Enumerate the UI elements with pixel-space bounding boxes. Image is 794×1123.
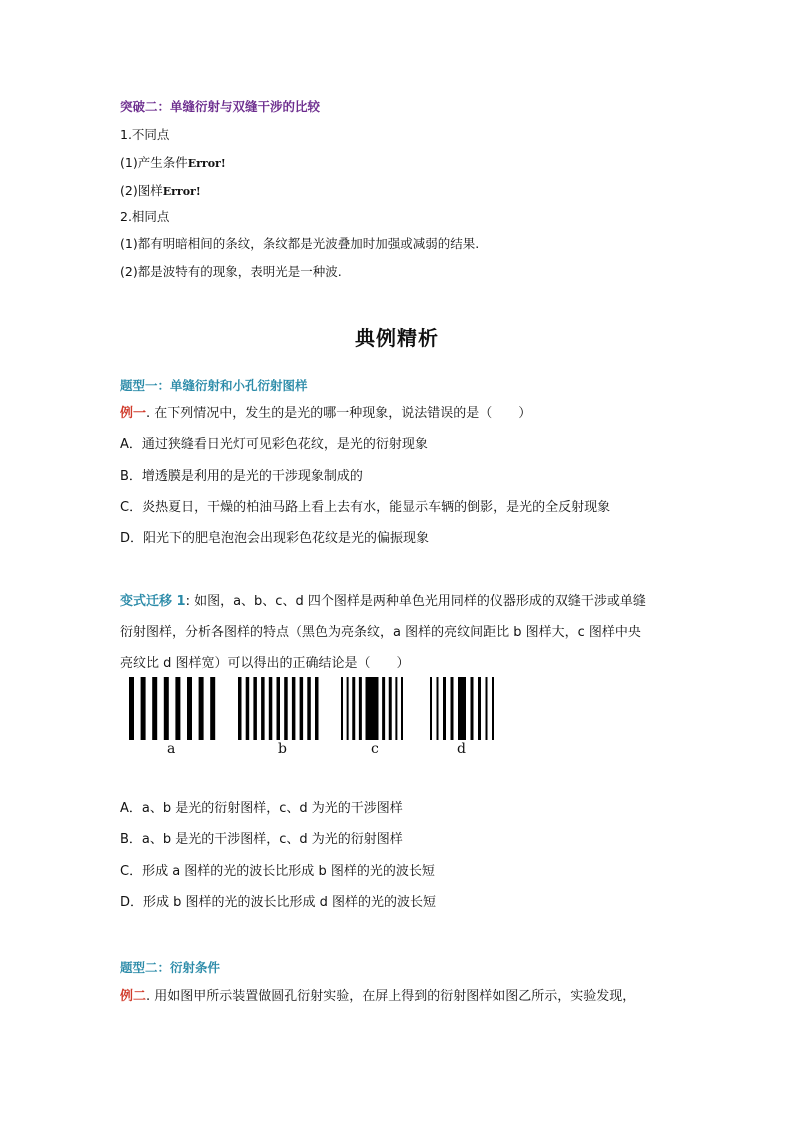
same-point-1: (1)都有明暗相间的条纹，条纹都是光波叠加时加强或减弱的结果.	[120, 236, 480, 251]
pattern-a-stripe	[129, 677, 134, 740]
pattern-a-stripe	[141, 677, 146, 740]
pattern-a-stripe	[175, 677, 180, 740]
example2-tag: 例二	[120, 989, 147, 1004]
pattern-b-stripe	[284, 677, 288, 740]
variant-line-3: 亮纹比 d 图样宽）可以得出的正确结论是（ ）	[120, 656, 410, 671]
pattern-b-stripe	[315, 677, 319, 740]
pattern-label-a: a	[167, 741, 176, 757]
variant-option-c: C．形成 a 图样的光的波长比形成 b 图样的光的波长短	[120, 864, 435, 879]
pattern-c-stripe	[395, 677, 397, 740]
variant-text-1: : 如图，a、b、c、d 四个图样是两种单色光用同样的仪器形成的双缝干涉或单缝	[185, 594, 646, 609]
example1-tag: 例一	[120, 406, 147, 421]
pattern-a-stripe	[152, 677, 157, 740]
pattern-d-stripe	[486, 677, 488, 740]
pattern-d-stripe	[492, 677, 494, 740]
pattern-b-stripe	[261, 677, 265, 740]
pattern-b-stripe	[307, 677, 311, 740]
example1-option-d: D．阳光下的肥皂泡泡会出现彩色花纹是光的偏振现象	[120, 531, 430, 546]
pattern-b-stripe	[277, 677, 281, 740]
pattern-label-c: c	[371, 741, 379, 757]
pattern-b-stripe	[269, 677, 273, 740]
example1-text: . 在下列情况中，发生的是光的哪一种现象，说法错误的是（ ）	[146, 406, 532, 421]
variant-option-b: B．a、b 是光的干涉图样，c、d 为光的衍射图样	[120, 832, 403, 847]
pattern-c-stripe	[347, 677, 349, 740]
pattern-c-stripe	[389, 677, 392, 740]
pattern-c-stripe	[401, 677, 403, 740]
pattern-d-stripe	[478, 677, 481, 740]
pattern-a-stripe	[199, 677, 204, 740]
pattern-label: (2)图样	[120, 183, 163, 198]
pattern-d-stripe	[458, 677, 466, 740]
variant-option-d: D．形成 b 图样的光的波长比形成 d 图样的光的波长短	[120, 895, 437, 910]
pattern-d-stripe	[471, 677, 474, 740]
same-point-2: (2)都是波特有的现象，表明光是一种波.	[120, 264, 342, 279]
pattern-c-stripe	[359, 677, 362, 740]
pattern-error: Error!	[162, 185, 201, 198]
pattern-d-stripe	[437, 677, 439, 740]
type2-title: 题型二：衍射条件	[120, 960, 221, 975]
pattern-b-stripe	[300, 677, 304, 740]
pattern-d-stripe	[430, 677, 432, 740]
pattern-label-d: d	[457, 741, 466, 757]
variant-option-a: A．a、b 是光的衍射图样，c、d 为光的干涉图样	[120, 801, 403, 816]
pattern-a-stripe	[187, 677, 192, 740]
diff-title: 1.不同点	[120, 127, 170, 142]
variant-tag: 变式迁移 1	[120, 594, 186, 609]
pattern-c-stripe	[382, 677, 385, 740]
pattern-c-stripe	[366, 677, 379, 740]
pattern-label-b: b	[278, 741, 287, 757]
example2-question	[120, 985, 635, 1004]
variant-line-2: 衍射图样，分析各图样的特点（黑色为亮条纹，a 图样的亮纹间距比 b 图样大，c 图样中央	[120, 625, 641, 640]
type1-title: 题型一：单缝衍射和小孔衍射图样	[120, 378, 308, 393]
pattern-d-stripe	[451, 677, 454, 740]
pattern-b-stripe	[253, 677, 257, 740]
pattern-b-stripe	[246, 677, 250, 740]
page-heading: 典例精析	[355, 326, 439, 350]
pattern-d-stripe	[443, 677, 446, 740]
example1-option-a: A．通过狭缝看日光灯可见彩色花纹，是光的衍射现象	[120, 437, 428, 452]
pattern-c-stripe	[341, 677, 343, 740]
condition-error: Error!	[187, 157, 226, 170]
example2-text: . 用如图甲所示装置做圆孔衍射实验，在屏上得到的衍射图样如图乙所示，实验发现，	[146, 989, 636, 1004]
example1-option-b: B．增透膜是利用的是光的干涉现象制成的	[120, 469, 363, 484]
pattern-a-stripe	[164, 677, 169, 740]
pattern-c-stripe	[352, 677, 355, 740]
pattern-b-stripe	[238, 677, 242, 740]
pattern-b-stripe	[292, 677, 296, 740]
section-title: 突破二：单缝衍射与双缝干涉的比较	[120, 99, 321, 114]
pattern-a-stripe	[210, 677, 215, 740]
condition-label: (1)产生条件	[120, 155, 188, 170]
same-title: 2.相同点	[120, 209, 170, 224]
example1-option-c: C．炎热夏日，干燥的柏油马路上看上去有水，能显示车辆的倒影，是光的全反射现象	[120, 500, 611, 515]
